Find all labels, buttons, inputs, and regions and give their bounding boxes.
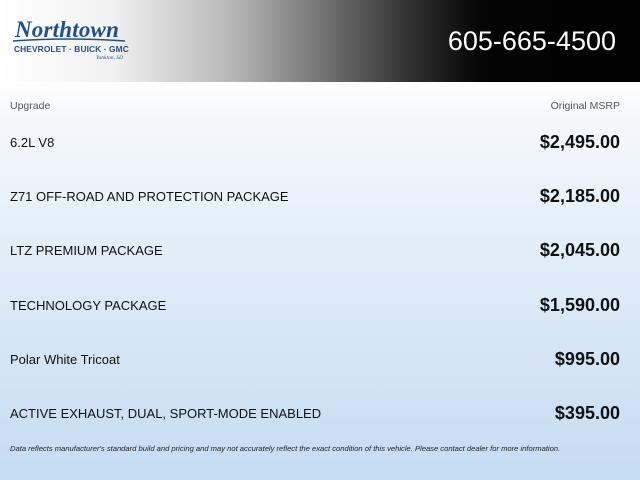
disclaimer-text: Data reflects manufacturer's standard build and pricing and may not accurately reflect the exact condition of this vehicle. Please contact dealer for more information. <box>10 444 561 453</box>
upgrade-row <box>10 294 620 318</box>
dealer-phone[interactable]: 605-665-4500 <box>447 26 616 56</box>
upgrade-row <box>10 348 620 372</box>
upgrade-row <box>10 239 620 263</box>
column-header-upgrade: Upgrade <box>10 100 51 112</box>
dealer-logo <box>13 17 129 64</box>
logo-city: Yankton, SD <box>96 55 123 61</box>
upgrade-row <box>10 131 620 155</box>
upgrade-name: Z71 OFF-ROAD AND PROTECTION PACKAGE <box>10 189 289 204</box>
upgrade-price: $395.00 <box>554 403 620 423</box>
logo-wordmark: Northtown <box>15 17 120 42</box>
upgrade-name: 6.2L V8 <box>10 135 55 150</box>
logo-brands: CHEVROLET · BUICK · GMC <box>14 44 129 54</box>
upgrade-name: ACTIVE EXHAUST, DUAL, SPORT-MODE ENABLED <box>10 406 322 421</box>
upgrade-price: $2,185.00 <box>539 186 620 206</box>
upgrade-price: $2,495.00 <box>539 132 620 152</box>
upgrade-row <box>10 185 620 209</box>
column-header-msrp: Original MSRP <box>550 100 620 112</box>
header-banner <box>0 0 640 82</box>
upgrade-name: TECHNOLOGY PACKAGE <box>10 298 167 313</box>
upgrade-row <box>10 402 620 426</box>
upgrade-price: $995.00 <box>554 349 620 369</box>
upgrade-price: $2,045.00 <box>539 240 620 260</box>
upgrade-name: Polar White Tricoat <box>10 352 120 367</box>
upgrade-price: $1,590.00 <box>539 295 620 315</box>
upgrade-name: LTZ PREMIUM PACKAGE <box>10 243 163 258</box>
